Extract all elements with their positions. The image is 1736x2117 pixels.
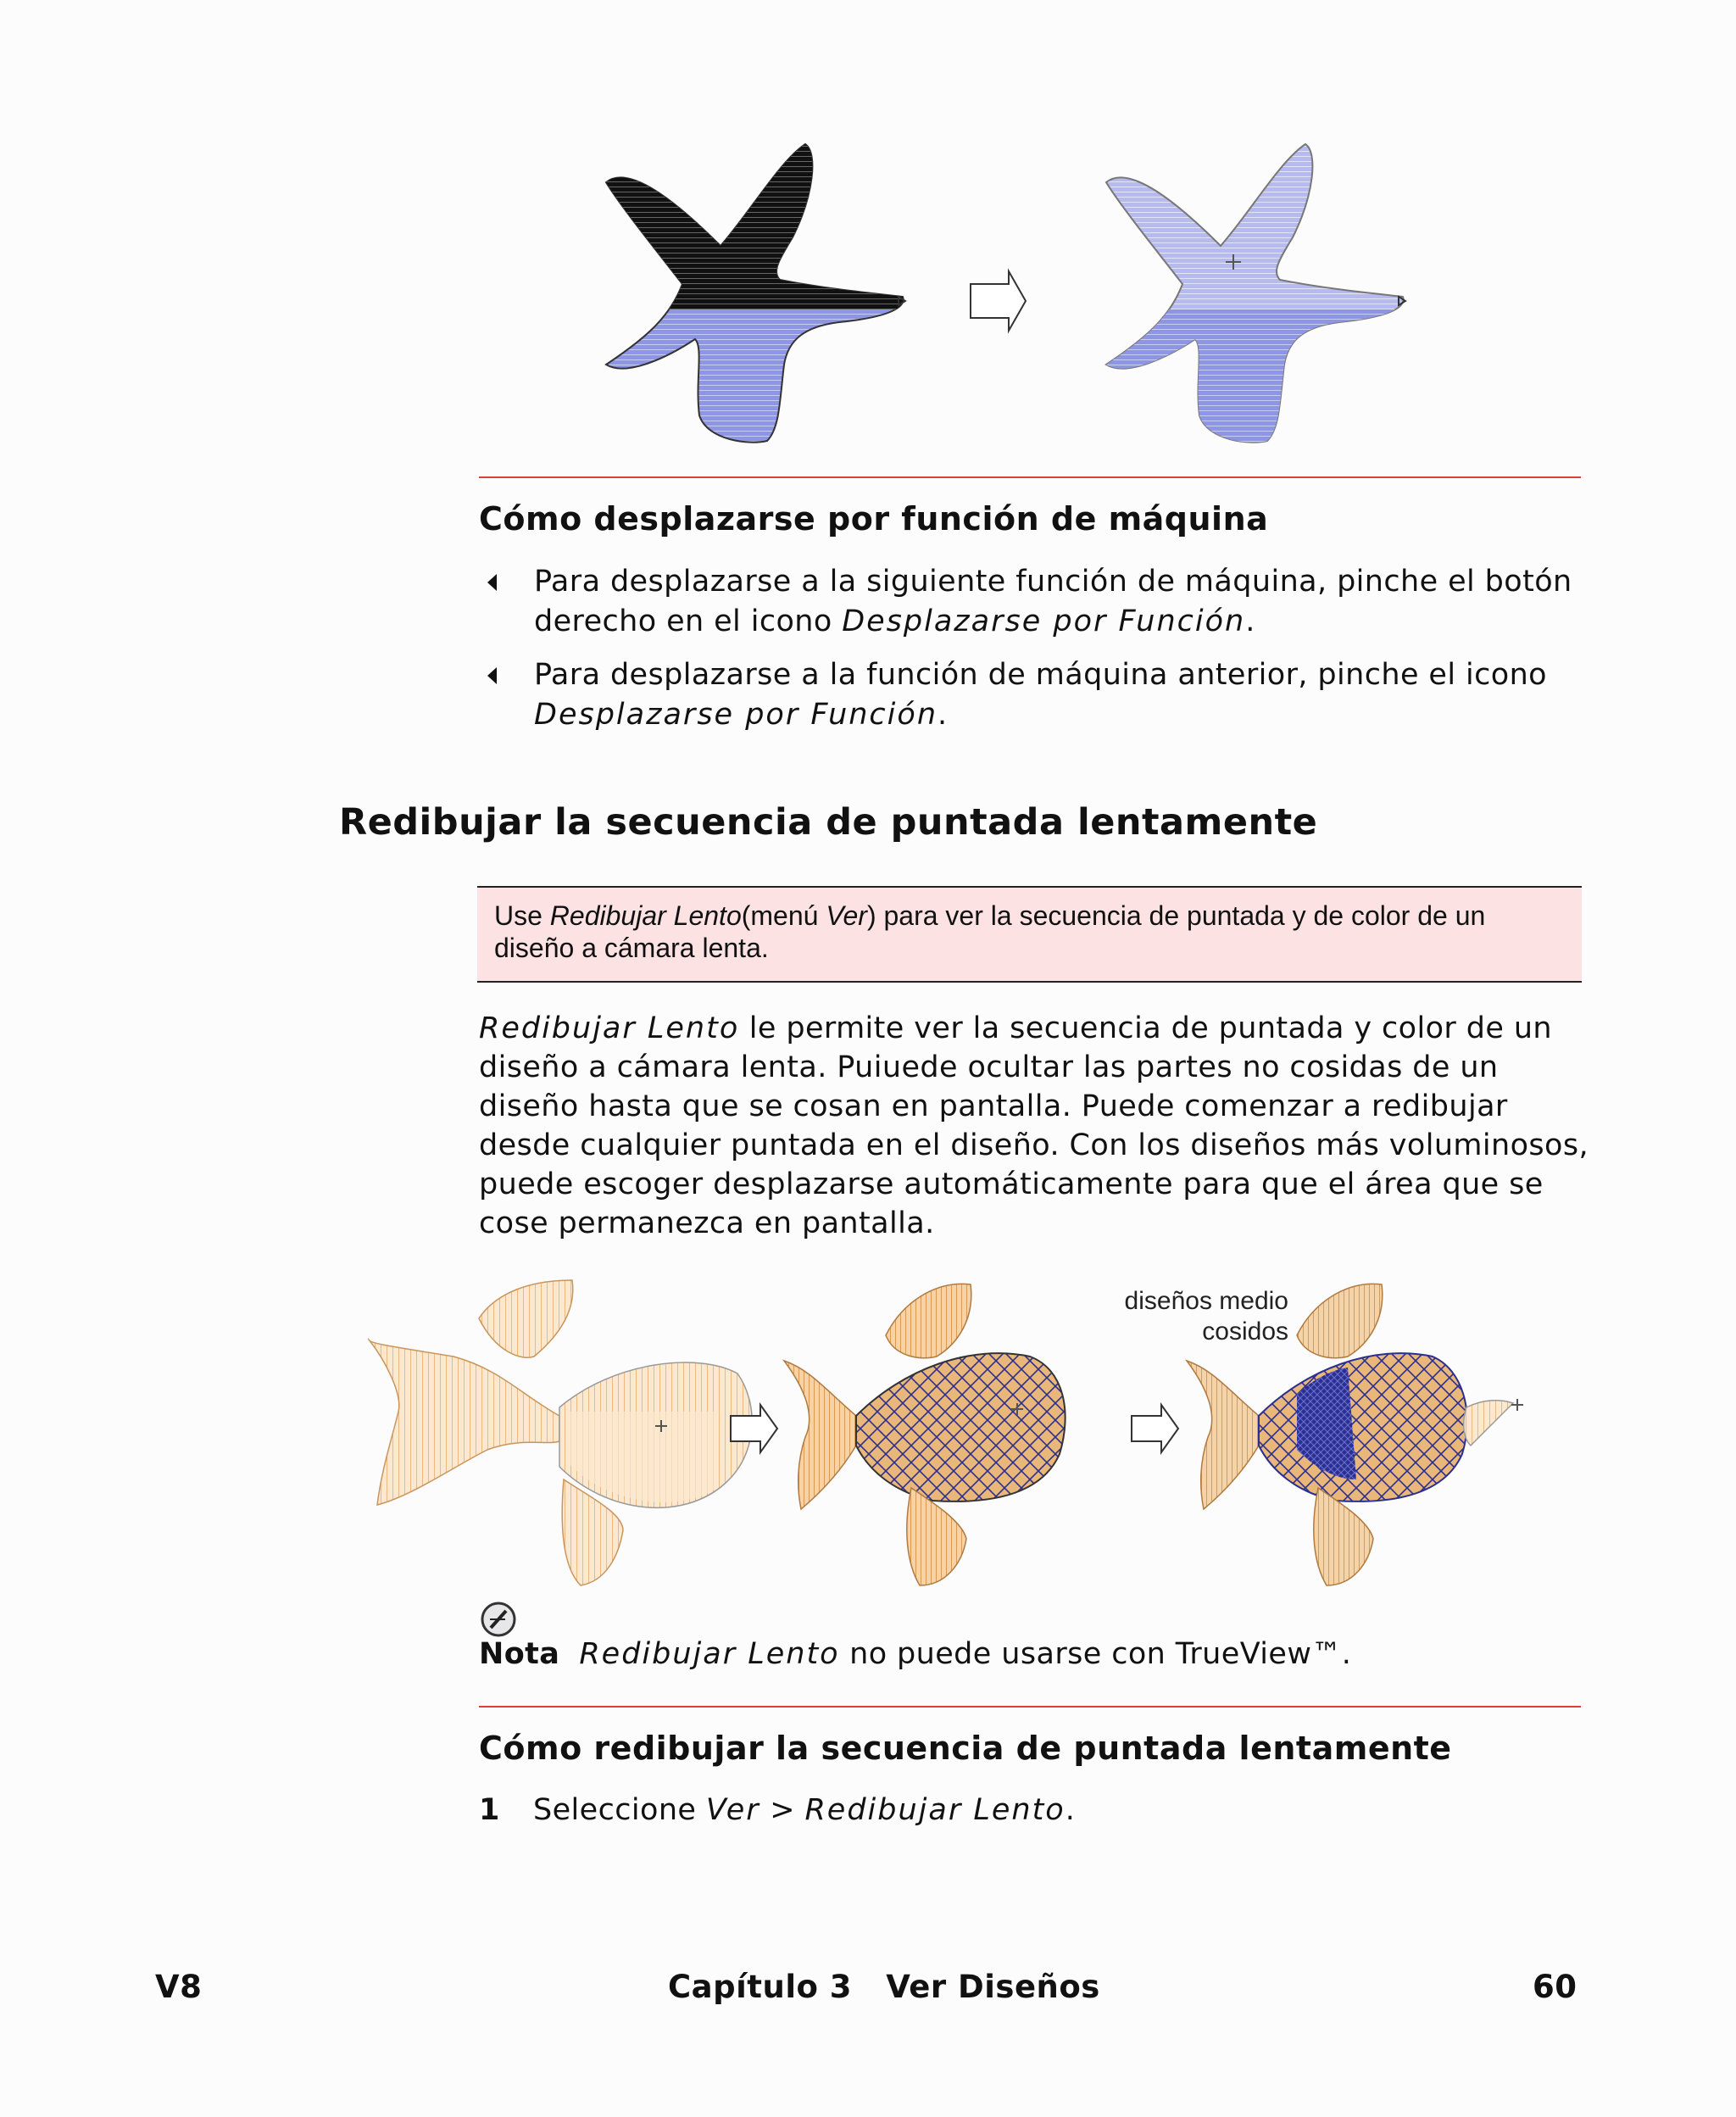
note-icon [480,1601,517,1638]
section-divider [479,476,1581,478]
command-name: Redibujar Lento [479,1011,740,1045]
step-separator: > [760,1793,805,1827]
figure-label-line-2: cosidos [1202,1318,1288,1345]
paragraph-text: le permite ver la secuencia de puntada y color de un diseño a cámara lenta. Puiuede ocultar las partes no cosidas de un diseño hasta que se cosan en pantalla. Puede comenzar a redibujar desde cualquier puntada en el diseño. Con los diseños más voluminosos, puede escoger desplazarse automáticamente para que el área que se cose permanezca en pantalla. [479,1011,1589,1240]
arrow-icon [971,271,1026,331]
step-1 [479,1791,1581,1830]
bullet-text-end: . [1245,604,1255,638]
command-name: Desplazarse por Función [842,604,1246,638]
note-text: no puede usarse con TrueView™. [839,1637,1352,1671]
fish-figure [360,1276,1589,1598]
starfish-after [1106,144,1405,443]
footer-version: V8 [155,1969,203,2005]
bullet-text-end: . [938,698,948,732]
menu-name: Ver [705,1793,760,1827]
arrow-icon [1132,1405,1178,1452]
callout-prefix: Use [494,900,550,931]
note-label: Nota [479,1637,560,1671]
command-name: Redibujar Lento [579,1637,840,1671]
callout-mid: (menú [741,900,826,931]
callout-suffix: ) para ver la secuencia de puntada y de color de un diseño a cámara lenta. [494,900,1486,963]
bullet-icon [487,667,497,684]
body-paragraph [479,1009,1589,1243]
section-heading-machine-function: Cómo desplazarse por función de máquina [479,500,1269,538]
section-divider [479,1706,1581,1708]
bullet-text: Para desplazarse a la función de máquina anterior, pinche el icono [534,658,1547,692]
step-suffix: . [1065,1793,1076,1827]
section-heading-how-to-slow-redraw: Cómo redibujar la secuencia de puntada lentamente [479,1730,1452,1767]
footer-page-number: 60 [1533,1969,1577,2005]
bullet-icon [487,574,497,591]
bullet-text: Para desplazarse a la siguiente función de máquina, pinche el botón derecho en el icono [534,565,1572,638]
fish-unsewn [369,1280,752,1585]
fish-partial [784,1284,1066,1585]
note-line [479,1635,1351,1674]
command-name: Redibujar Lento [804,1793,1066,1827]
callout-box [477,886,1582,983]
starfish-before [606,144,905,443]
figure-label-line-1: diseños medio [1124,1287,1288,1315]
command-name: Desplazarse por Función [534,698,938,732]
footer-chapter: Capítulo 3 Ver Diseños [668,1969,1100,2005]
step-number: 1 [479,1793,500,1827]
starfish-figure [526,127,1458,458]
command-name: Redibujar Lento [549,900,742,931]
bullet-item-previous-function [534,655,1585,735]
bullet-item-next-function [534,562,1585,642]
callout-text [494,900,1571,964]
section-heading-slow-redraw: Redibujar la secuencia de puntada lentamente [339,801,1318,844]
step-prefix: Seleccione [533,1793,706,1827]
fish-half-sewn [1187,1284,1523,1585]
menu-name: Ver [826,900,867,931]
